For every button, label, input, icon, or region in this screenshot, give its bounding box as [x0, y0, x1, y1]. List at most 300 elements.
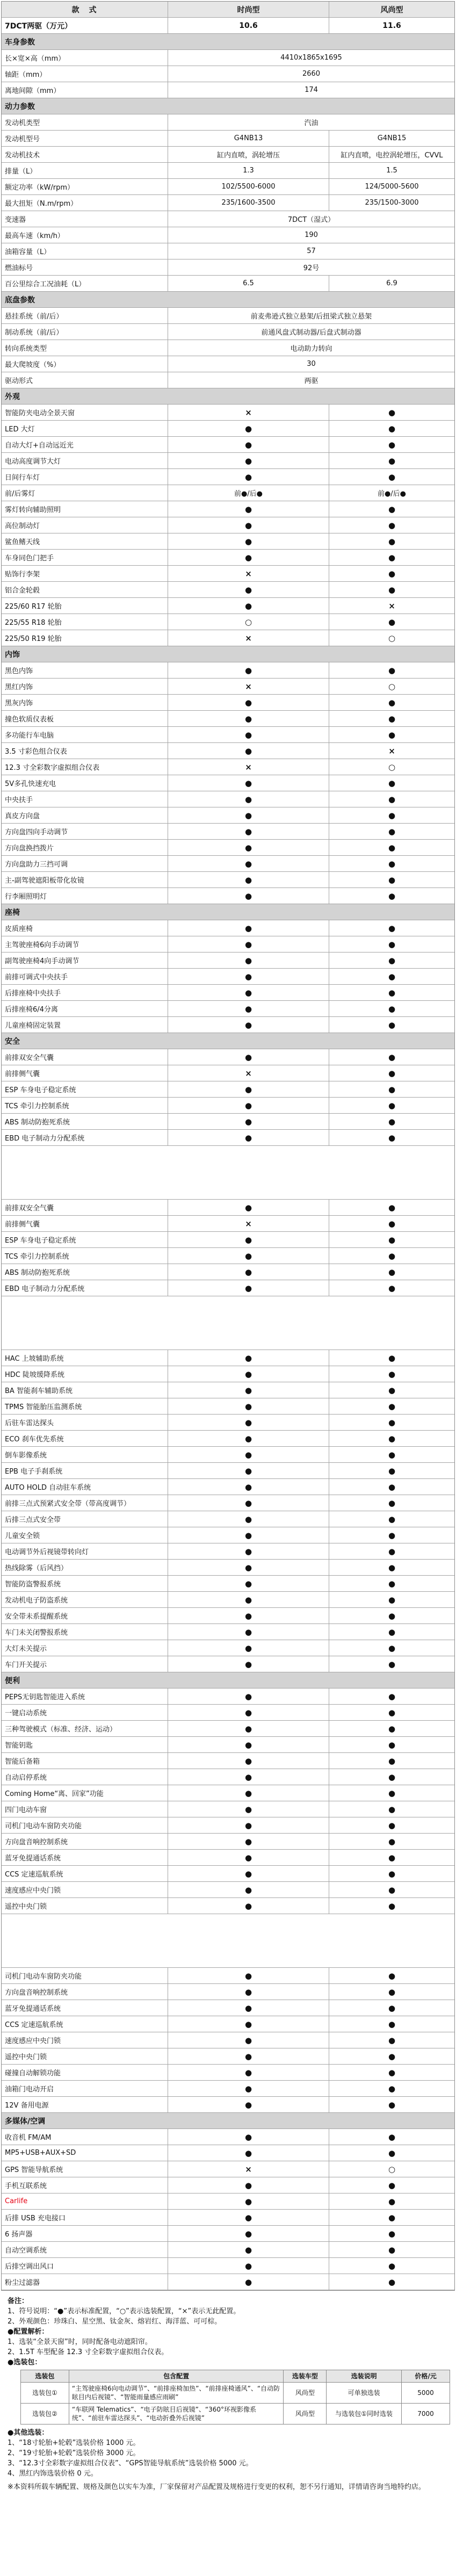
spec-label: 方向盘音响控制系统	[2, 1984, 168, 2000]
header-trim-style: 风尚型	[380, 5, 403, 15]
spec-label: 三种驾驶模式（标准、经济、运动）	[2, 1721, 168, 1736]
spec-label: 后排 USB 充电接口	[2, 2210, 168, 2225]
spec-value-fashion: ○	[168, 614, 329, 630]
spec-value-style: 前●/后●	[377, 490, 407, 498]
spec-value-fashion: ●	[168, 775, 329, 791]
notes-title: 备注：	[8, 2297, 29, 2305]
spec-label: 智能防盗警报系统	[2, 1576, 168, 1591]
spec-label: 儿童安全锁	[2, 1527, 168, 1543]
package-desc: 与选装包①同时选装	[327, 2404, 402, 2425]
spec-value-fashion: ●	[168, 1984, 329, 2000]
spec-row	[2, 679, 454, 695]
spec-row	[2, 2000, 454, 2016]
spec-value-fashion: 缸内直喷，涡轮增压	[168, 147, 329, 162]
spec-value-fashion: ●	[168, 1769, 329, 1785]
spec-value-style: ●	[388, 520, 396, 530]
spec-label: 前排双安全气囊	[2, 1200, 168, 1215]
spec-value-style: ●	[388, 1627, 396, 1637]
spec-row	[2, 453, 454, 469]
spec-label: TPMS 智能胎压监测系统	[2, 1398, 168, 1414]
spec-row	[2, 824, 454, 840]
spec-value-fashion: 前●/后●	[168, 485, 329, 501]
spec-value-fashion: ●	[168, 1232, 329, 1247]
spec-value-fashion: ●	[168, 2000, 329, 2016]
spec-value-style: ●	[388, 568, 396, 579]
disclaimer: ※本资料所载车辆配置、规格及颜色以实车为准，厂家保留对产品配置及规格进行变更的权利，恕不另行通知，详情请咨询当地特约店。	[8, 2483, 425, 2491]
spec-value-style: ●	[388, 1084, 396, 1094]
spec-value-fashion: ●	[168, 1850, 329, 1865]
spec-value-fashion: ●	[168, 1495, 329, 1511]
spec-value-style: ●	[388, 987, 396, 998]
spec-row	[2, 936, 454, 953]
note-lines	[8, 2306, 448, 2327]
spec-label: 长×宽×高（mm）	[2, 50, 168, 66]
spec-value-fashion: ●	[168, 1560, 329, 1575]
spec-value-fashion: ●	[168, 1350, 329, 1366]
spec-row	[2, 1834, 454, 1850]
spec-row	[2, 2193, 454, 2210]
spec-value-style: ●	[388, 2035, 396, 2045]
spec-value-fashion: 1.3	[168, 163, 329, 178]
spec-label: TCS 牵引力控制系统	[2, 1098, 168, 1113]
spec-value-style: ●	[388, 665, 396, 675]
package-header-cell: 价格/元	[402, 2370, 450, 2383]
spec-row	[2, 1592, 454, 1608]
spec-label: 主-副驾驶遮阳板带化妆镜	[2, 872, 168, 887]
spec-label: 速度感应中央门锁	[2, 2032, 168, 2048]
spec-value-style: ●	[388, 1756, 396, 1766]
spec-row	[2, 1264, 454, 1280]
spec-row	[2, 1463, 454, 1479]
spec-row	[2, 1216, 454, 1232]
spec-row	[2, 2161, 454, 2177]
spec-row	[2, 1248, 454, 1264]
spec-label: 12.3 寸全彩数字虚拟组合仪表	[2, 759, 168, 775]
spec-row	[2, 469, 454, 485]
spec-label: 转向系统类型	[2, 340, 168, 356]
spec-value-style: ●	[388, 1691, 396, 1701]
spec-value-style: ●	[388, 2196, 396, 2206]
other-option-line: 2、“19寸轮胎+轮毂”选装价格 3000 元。	[8, 2449, 140, 2457]
spec-value-fashion: ●	[168, 453, 329, 468]
spec-label: ABS 制动防抱死系统	[2, 1264, 168, 1280]
blank-spacer	[2, 1914, 454, 1968]
spec-value-fashion: ●	[168, 598, 329, 614]
spec-value-style: ●	[388, 2067, 396, 2077]
spec-value-fashion: ●	[168, 2210, 329, 2225]
spec-label: 司机门电动车窗防夹功能	[2, 1817, 168, 1833]
spec-value-style: ●	[388, 2212, 396, 2223]
spec-value-fashion: 235/1600-3500	[168, 195, 329, 211]
spec-row	[2, 1511, 454, 1527]
spec-row	[2, 50, 454, 66]
spec-value-fashion: ●	[168, 1248, 329, 1264]
spec-value-style: ●	[388, 1514, 396, 1524]
spec-row	[2, 437, 454, 453]
header-trim-fashion: 时尚型	[168, 2, 329, 17]
spec-value-fashion: ●	[168, 824, 329, 839]
package-model: 风尚型	[284, 2404, 327, 2425]
spec-value-fashion: ●	[168, 1689, 329, 1704]
spec-label: TCS 牵引力控制系统	[2, 1248, 168, 1264]
spec-row	[2, 2258, 454, 2274]
spec-value-fashion: ×	[168, 566, 329, 581]
spec-row	[2, 872, 454, 888]
spec-value-fashion: ●	[168, 1447, 329, 1462]
package-price: 5000	[402, 2383, 450, 2404]
spec-table	[1, 1, 455, 2291]
spec-value-fashion: ●	[168, 533, 329, 549]
spec-row	[2, 1866, 454, 1882]
spec-value-fashion: ●	[168, 1511, 329, 1527]
spec-value-fashion: ●	[168, 1431, 329, 1446]
spec-value-fashion: ●	[168, 1130, 329, 1145]
spec-row	[2, 340, 454, 356]
spec-value-fashion: ●	[168, 743, 329, 759]
spec-label: 多功能行车电脑	[2, 727, 168, 742]
spec-value-fashion: ●	[168, 1114, 329, 1129]
spec-value-style: ●	[388, 778, 396, 788]
spec-value-style: ●	[388, 697, 396, 708]
config-line: 1、选装“全景天窗”时，同时配备电动遮阳帘。	[8, 2338, 152, 2346]
spec-row	[2, 1640, 454, 1656]
spec-row	[2, 1608, 454, 1624]
spec-label: 制动系统（前/后）	[2, 324, 168, 340]
spec-label: 智能后备箱	[2, 1753, 168, 1769]
spec-value-fashion: ●	[168, 1898, 329, 1914]
spec-label: 收音机 FM/AM	[2, 2129, 168, 2145]
spec-label: 燃油标号	[2, 259, 168, 275]
spec-row	[2, 614, 454, 630]
spec-value-fashion: ●	[168, 421, 329, 436]
spec-value-style: ●	[388, 858, 396, 869]
spec-value-fashion: ●	[168, 1398, 329, 1414]
section-header: 内饰	[2, 646, 454, 662]
spec-row	[2, 533, 454, 550]
spec-value-style: ●	[388, 1562, 396, 1572]
spec-value-style: ×	[388, 746, 395, 756]
package-header-row	[21, 2370, 450, 2383]
spec-value-fashion: ●	[168, 1817, 329, 1833]
spec-value-fashion: ●	[168, 1527, 329, 1543]
spec-row	[2, 1098, 454, 1114]
spec-value-fashion: ●	[168, 2177, 329, 2193]
spec-value-style: ●	[388, 1772, 396, 1782]
spec-body	[2, 34, 454, 2290]
spec-row	[2, 1576, 454, 1592]
spec-row	[2, 308, 454, 324]
spec-row	[2, 662, 454, 679]
spec-value-fashion: 102/5500-6000	[168, 179, 329, 194]
spec-label: 5V多孔快速充电	[2, 775, 168, 791]
spec-label: 车身同色门把手	[2, 550, 168, 565]
spec-row	[2, 324, 454, 340]
spec-row	[2, 1801, 454, 1817]
spec-value-fashion: ●	[168, 501, 329, 517]
spec-value-style: ●	[388, 617, 396, 627]
spec-value-style: ●	[388, 1004, 396, 1014]
spec-row	[2, 82, 454, 98]
spec-value-style: ●	[388, 1100, 396, 1110]
spec-value-style: ●	[388, 810, 396, 820]
spec-value-style: ●	[388, 1283, 396, 1293]
spec-label: PEPS无钥匙智能进入系统	[2, 1689, 168, 1704]
spec-value-both: 30	[307, 360, 316, 368]
spec-label: 后排空调出风口	[2, 2258, 168, 2274]
spec-value-style: ●	[388, 2228, 396, 2239]
package-desc: 可单独选装	[327, 2383, 402, 2404]
price-row	[2, 18, 454, 34]
spec-label: 车门未关闭警报系统	[2, 1624, 168, 1640]
spec-value-style: ●	[388, 536, 396, 546]
spec-row	[2, 791, 454, 807]
spec-row	[2, 211, 454, 227]
spec-value-fashion: ●	[168, 1624, 329, 1640]
spec-value-style: ●	[388, 2099, 396, 2110]
spec-label: 额定功率（kW/rpm）	[2, 179, 168, 194]
spec-label: 最大扭矩（N.m/rpm）	[2, 195, 168, 211]
spec-label: CCS 定速巡航系统	[2, 2016, 168, 2032]
spec-label: 四门电动车窗	[2, 1801, 168, 1817]
spec-value-fashion: ●	[168, 1576, 329, 1591]
section-header: 底盘参数	[2, 292, 454, 308]
spec-row	[2, 131, 454, 147]
spec-row	[2, 1382, 454, 1398]
spec-row	[2, 1431, 454, 1447]
spec-row	[2, 1479, 454, 1495]
spec-value-both: 电动助力转向	[290, 345, 332, 353]
spec-value-style: ●	[388, 1267, 396, 1277]
spec-label: 后排座椅中央扶手	[2, 985, 168, 1000]
spec-value-style: ●	[388, 1369, 396, 1379]
spec-value-both: 92号	[303, 264, 320, 272]
spec-value-style: ●	[388, 1836, 396, 1846]
spec-label: 电动调节外后视镜带转向灯	[2, 1543, 168, 1559]
spec-value-fashion: ●	[168, 727, 329, 742]
spec-value-style: 1.5	[386, 167, 397, 175]
spec-value-style: ●	[388, 2245, 396, 2255]
spec-value-style: ●	[388, 1643, 396, 1653]
spec-label: 6 扬声器	[2, 2226, 168, 2241]
spec-value-style: ●	[388, 2277, 396, 2287]
spec-value-fashion: ●	[168, 1592, 329, 1607]
spec-label: 日间行车灯	[2, 469, 168, 485]
spec-label: 黑灰内饰	[2, 695, 168, 710]
spec-value-fashion: ●	[168, 2081, 329, 2096]
header-model-label: 款 式	[2, 2, 168, 17]
spec-value-fashion: ●	[168, 1098, 329, 1113]
spec-label: 轴距（mm）	[2, 66, 168, 82]
section-header: 多媒体/空调	[2, 2113, 454, 2129]
package-name: 选装包①	[21, 2383, 69, 2404]
spec-value-style: ×	[388, 601, 395, 611]
spec-value-fashion: ×	[168, 630, 329, 646]
spec-row	[2, 1065, 454, 1081]
spec-value-both: 7DCT（湿式）	[287, 216, 335, 224]
spec-value-fashion: ●	[168, 2242, 329, 2257]
spec-value-both: 2660	[302, 70, 321, 78]
spec-row	[2, 953, 454, 969]
spec-value-both: 57	[307, 247, 316, 255]
spec-label: 蓝牙免提通话系统	[2, 2000, 168, 2016]
spec-value-fashion: ●	[168, 1264, 329, 1280]
spec-value-style: ●	[388, 842, 396, 853]
spec-value-style: ●	[388, 2148, 396, 2158]
spec-row	[2, 1753, 454, 1769]
spec-row	[2, 195, 454, 211]
spec-value-style: ●	[388, 1052, 396, 1062]
spec-label: 电动高度调节大灯	[2, 453, 168, 468]
spec-label: 方向盘换挡拨片	[2, 840, 168, 855]
spec-row	[2, 1560, 454, 1576]
spec-row	[2, 1001, 454, 1017]
spec-value-style: ○	[388, 762, 396, 772]
spec-row	[2, 2032, 454, 2048]
spec-value-fashion: ●	[168, 1705, 329, 1720]
spec-label: 方向盘四向手动调节	[2, 824, 168, 839]
spec-label: 后驻车雷达探头	[2, 1415, 168, 1430]
spec-value-fashion: ×	[168, 1065, 329, 1081]
section-header: 安全	[2, 1033, 454, 1049]
spec-row	[2, 2065, 454, 2081]
spec-label: 车门开关提示	[2, 1656, 168, 1672]
spec-row	[2, 695, 454, 711]
spec-value-style: ●	[388, 955, 396, 965]
spec-label: 225/55 R18 轮胎	[2, 614, 168, 630]
spec-label: 贴饰行李架	[2, 566, 168, 581]
spec-label: 黑红内饰	[2, 679, 168, 694]
note-line: 2、外观颜色：珍珠白、星空黑、钛金灰、熔岩红、海洋蓝、可可棕。	[8, 2318, 222, 2326]
spec-value-style: ●	[388, 456, 396, 466]
spec-row	[2, 1850, 454, 1866]
spec-value-style: 6.9	[386, 279, 397, 287]
spec-value-fashion: ●	[168, 2274, 329, 2290]
spec-label: 一键启动系统	[2, 1705, 168, 1720]
spec-label: 中央扶手	[2, 791, 168, 807]
spec-row	[2, 2081, 454, 2097]
spec-value-style: ●	[388, 1433, 396, 1444]
package-header-cell: 选装说明	[327, 2370, 402, 2383]
spec-row	[2, 888, 454, 904]
spec-row	[2, 501, 454, 517]
spec-value-fashion: ●	[168, 1382, 329, 1398]
spec-label: LED 大灯	[2, 421, 168, 436]
spec-value-style: ●	[388, 1235, 396, 1245]
spec-label: 真皮方向盘	[2, 807, 168, 823]
spec-value-fashion: ×	[168, 405, 329, 420]
spec-value-fashion: ●	[168, 2032, 329, 2048]
spec-row	[2, 372, 454, 388]
spec-row	[2, 276, 454, 292]
price-fashion: 10.6	[168, 18, 329, 33]
spec-label: 驱动形式	[2, 372, 168, 388]
spec-value-style: ○	[388, 633, 396, 643]
spec-value-style: ●	[388, 1707, 396, 1718]
spec-label: 撞色软质仪表板	[2, 711, 168, 726]
spec-row	[2, 405, 454, 421]
spec-value-style: ●	[388, 2019, 396, 2029]
spec-label: 油箱门电动开启	[2, 2081, 168, 2096]
spec-row	[2, 759, 454, 775]
spec-value-style: ●	[388, 2083, 396, 2094]
spec-value-style: ●	[388, 2051, 396, 2061]
spec-label: EBD 电子制动力分配系统	[2, 1130, 168, 1145]
spec-label: 儿童座椅固定装置	[2, 1017, 168, 1033]
spec-row	[2, 1280, 454, 1296]
spec-label: 自动大灯+自动远近光	[2, 437, 168, 452]
spec-row	[2, 2210, 454, 2226]
spec-label: 百公里综合工况油耗（L）	[2, 276, 168, 291]
spec-value-fashion: ●	[168, 1656, 329, 1672]
spec-label: 油箱容量（L）	[2, 243, 168, 259]
package-table	[20, 2370, 450, 2425]
spec-value-fashion: ●	[168, 582, 329, 597]
spec-row	[2, 227, 454, 243]
spec-row	[2, 1415, 454, 1431]
spec-label: 变速器	[2, 211, 168, 227]
spec-label: 排量（L）	[2, 163, 168, 178]
spec-value-fashion: ●	[168, 1479, 329, 1495]
spec-value-fashion: ●	[168, 807, 329, 823]
spec-label: 智能防夹电动全景天窗	[2, 405, 168, 420]
package-header-cell: 选装车型	[284, 2370, 327, 2383]
spec-label: 自动启停系统	[2, 1769, 168, 1785]
package-row	[21, 2383, 450, 2404]
spec-label: 后排座椅6/4分离	[2, 1001, 168, 1016]
package-row	[21, 2404, 450, 2425]
spec-label: 3.5 寸彩色组合仪表	[2, 743, 168, 759]
spec-value-fashion: ×	[168, 1216, 329, 1231]
spec-label: 方向盘助力三挡可调	[2, 856, 168, 871]
spec-value-style: ●	[388, 2003, 396, 2013]
spec-label: 前排三点式预紧式安全带（带高度调节）	[2, 1495, 168, 1511]
spec-row	[2, 2048, 454, 2065]
spec-label: 行李厢照明灯	[2, 888, 168, 904]
spec-row	[2, 582, 454, 598]
other-options-title: ●其他选装：	[8, 2429, 49, 2437]
spec-value-fashion: ●	[168, 2016, 329, 2032]
spec-label: 遥控中央门锁	[2, 2048, 168, 2064]
spec-value-style: ●	[388, 1901, 396, 1911]
spec-value-fashion: ●	[168, 2129, 329, 2145]
spec-value-style: ●	[388, 971, 396, 982]
config-title: ●配置解析：	[8, 2328, 49, 2336]
spec-row	[2, 1689, 454, 1705]
spec-label: 后排三点式安全带	[2, 1511, 168, 1527]
spec-label: 最大爬坡度（%）	[2, 356, 168, 372]
spec-value-style: ●	[388, 1482, 396, 1492]
spec-row	[2, 550, 454, 566]
spec-value-style: ●	[388, 1530, 396, 1540]
spec-row	[2, 1447, 454, 1463]
spec-row	[2, 856, 454, 872]
spec-value-fashion: ●	[168, 695, 329, 710]
spec-value-style: ●	[388, 1987, 396, 1997]
other-options-lines	[8, 2438, 448, 2479]
other-option-line: 3、“12.3寸全彩数字虚拟组合仪表”、“GPS智能导航系统”选装价格 5000 元。	[8, 2459, 253, 2467]
spec-label: 前排可调式中央扶手	[2, 969, 168, 984]
spec-value-both: 190	[305, 231, 318, 239]
spec-label: 鲨鱼鳍天线	[2, 533, 168, 549]
spec-value-fashion: ●	[168, 1081, 329, 1097]
config-lines	[8, 2337, 448, 2357]
spec-label: HDC 陡坡缓降系统	[2, 1366, 168, 1382]
spec-value-fashion: ●	[168, 1608, 329, 1623]
spec-label: EBD 电子制动力分配系统	[2, 1280, 168, 1296]
spec-label: 离地间隙（mm）	[2, 82, 168, 98]
spec-value-fashion: ●	[168, 840, 329, 855]
spec-row	[2, 2145, 454, 2161]
